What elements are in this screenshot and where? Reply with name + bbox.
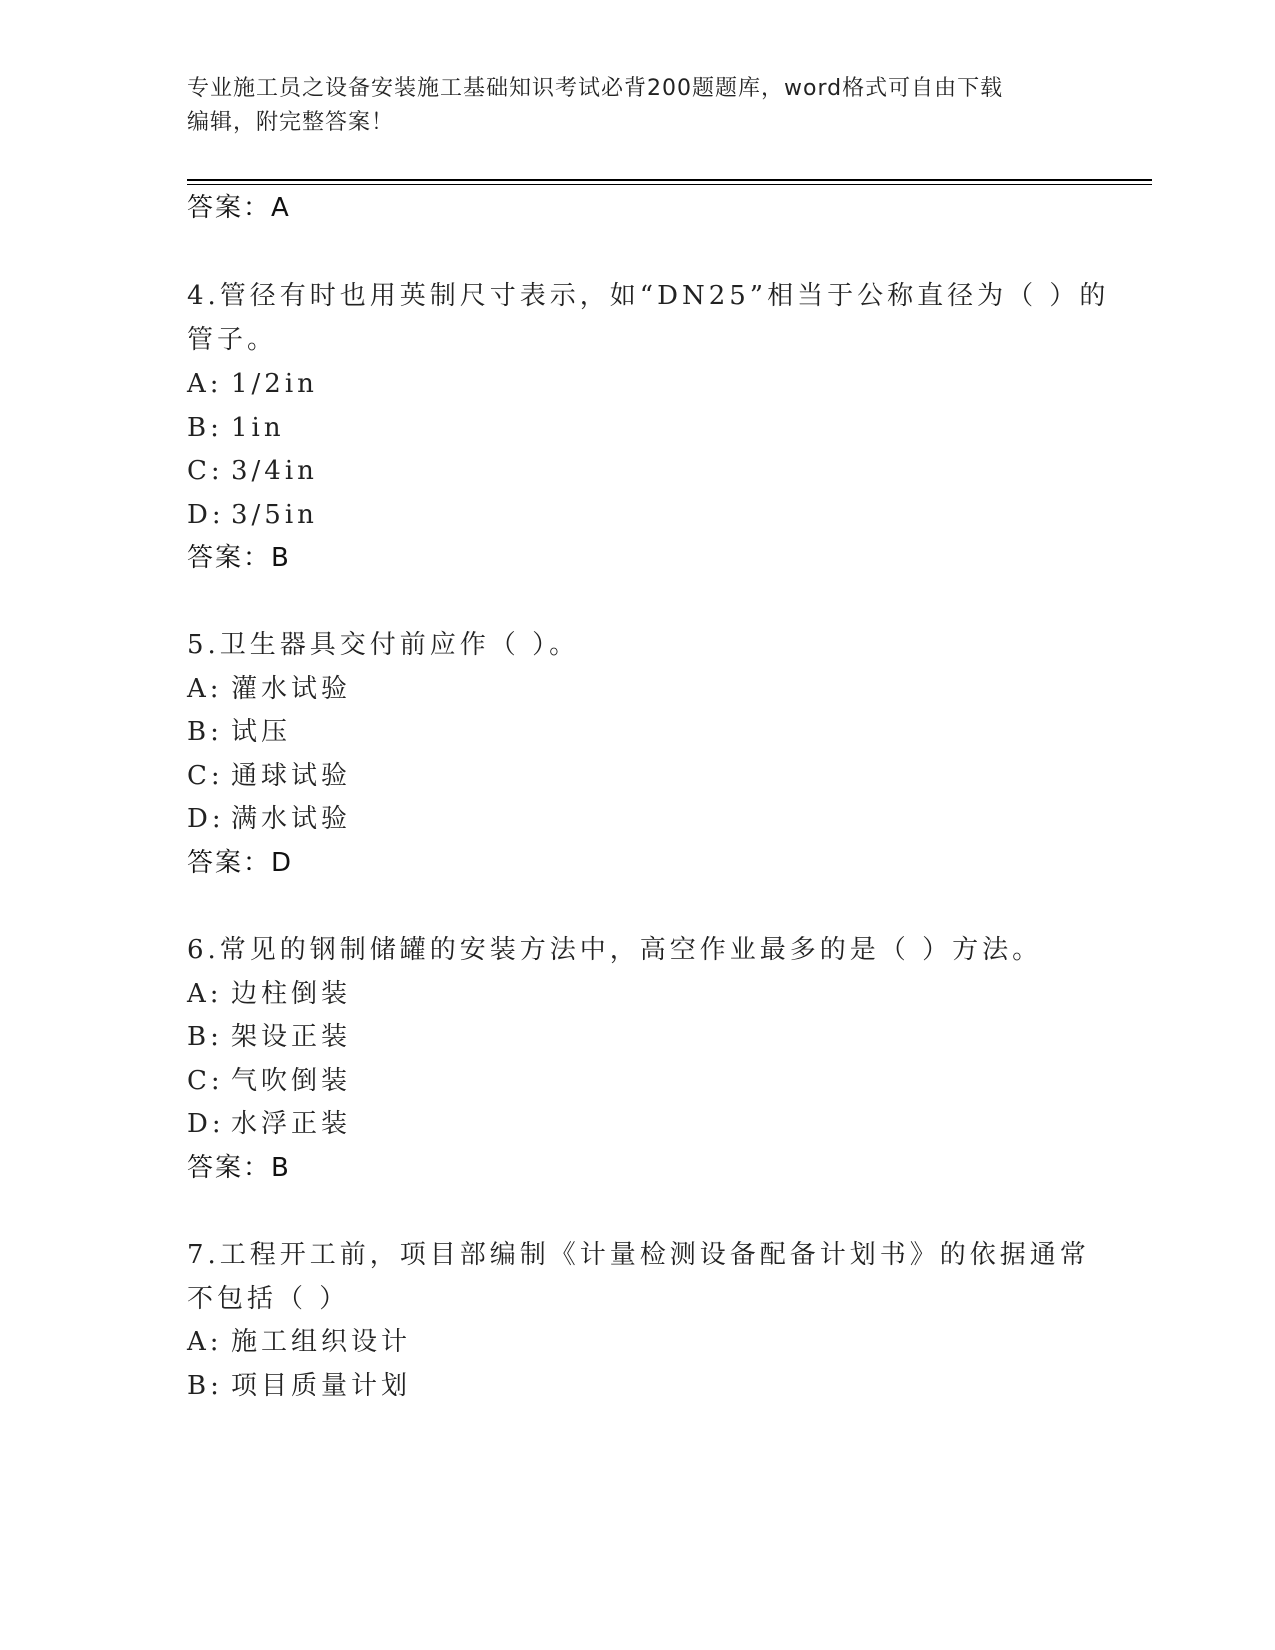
- question-5-answer: 答案：D: [187, 848, 294, 878]
- option-text: 满水试验: [231, 804, 352, 834]
- option-text: 1/2in: [231, 369, 318, 399]
- question-4-line-2: 管子。: [187, 325, 278, 355]
- question-5-option-b: [187, 714, 291, 750]
- question-6-option-a: [187, 976, 351, 1012]
- question-6-option-b: [187, 1019, 351, 1055]
- question-7-line-1: 7.工程开工前，项目部编制《计量检测设备配备计划书》的依据通常: [187, 1240, 1090, 1270]
- question-6-line-1: 6.常见的钢制储罐的安装方法中，高空作业最多的是（ ）方法。: [187, 935, 1043, 965]
- question-5-option-d: [187, 801, 351, 837]
- question-6-option-d: [187, 1106, 351, 1142]
- question-7-line-2: 不包括（ ）: [187, 1284, 350, 1314]
- option-letter: D:: [187, 500, 225, 530]
- question-4-option-b: [187, 410, 285, 446]
- question-4-answer: 答案：B: [187, 543, 291, 573]
- option-text: 架设正装: [231, 1022, 352, 1052]
- option-text: 项目质量计划: [231, 1371, 412, 1401]
- question-5-line-1: 5.卫生器具交付前应作（ ）。: [187, 630, 580, 660]
- option-letter: D:: [187, 1109, 225, 1139]
- option-letter: C:: [187, 1066, 224, 1096]
- question-5-option-a: [187, 671, 351, 707]
- option-text: 施工组织设计: [231, 1327, 412, 1357]
- header-rule-thin: [187, 184, 1152, 185]
- header-line-2: 编辑，附完整答案！: [187, 110, 395, 135]
- option-letter: A:: [187, 1327, 223, 1357]
- option-text: 边柱倒装: [231, 979, 352, 1009]
- question-7-option-b: [187, 1368, 411, 1404]
- question-6-answer: 答案：B: [187, 1153, 291, 1183]
- option-letter: A:: [187, 369, 223, 399]
- option-text: 1in: [231, 413, 285, 443]
- question-7-option-a: [187, 1324, 411, 1360]
- option-letter: A:: [187, 674, 223, 704]
- answer-prev: 答案：A: [187, 193, 291, 223]
- option-letter: D:: [187, 804, 225, 834]
- option-text: 气吹倒装: [231, 1066, 352, 1096]
- document-header: [187, 72, 1077, 140]
- header-rule-thick: [187, 179, 1152, 181]
- option-text: 水浮正装: [231, 1109, 352, 1139]
- option-text: 试压: [231, 717, 292, 747]
- question-4-line-1: 4.管径有时也用英制尺寸表示，如“DN25”相当于公称直径为（ ）的: [187, 281, 1110, 311]
- option-letter: B:: [187, 1022, 223, 1052]
- option-text: 通球试验: [231, 761, 352, 791]
- option-text: 灌水试验: [231, 674, 352, 704]
- option-letter: A:: [187, 979, 223, 1009]
- option-letter: B:: [187, 717, 223, 747]
- question-5-option-c: [187, 758, 351, 794]
- question-4-option-a: [187, 366, 318, 402]
- header-line-1: 专业施工员之设备安装施工基础知识考试必背200题题库，word格式可自由下载: [187, 76, 1004, 101]
- option-letter: B:: [187, 1371, 223, 1401]
- question-6-option-c: [187, 1063, 351, 1099]
- question-4-option-d: [187, 497, 318, 533]
- option-letter: B:: [187, 413, 223, 443]
- option-text: 3/4in: [231, 456, 318, 486]
- option-letter: C:: [187, 456, 224, 486]
- question-4-option-c: [187, 453, 318, 489]
- option-text: 3/5in: [231, 500, 318, 530]
- option-letter: C:: [187, 761, 224, 791]
